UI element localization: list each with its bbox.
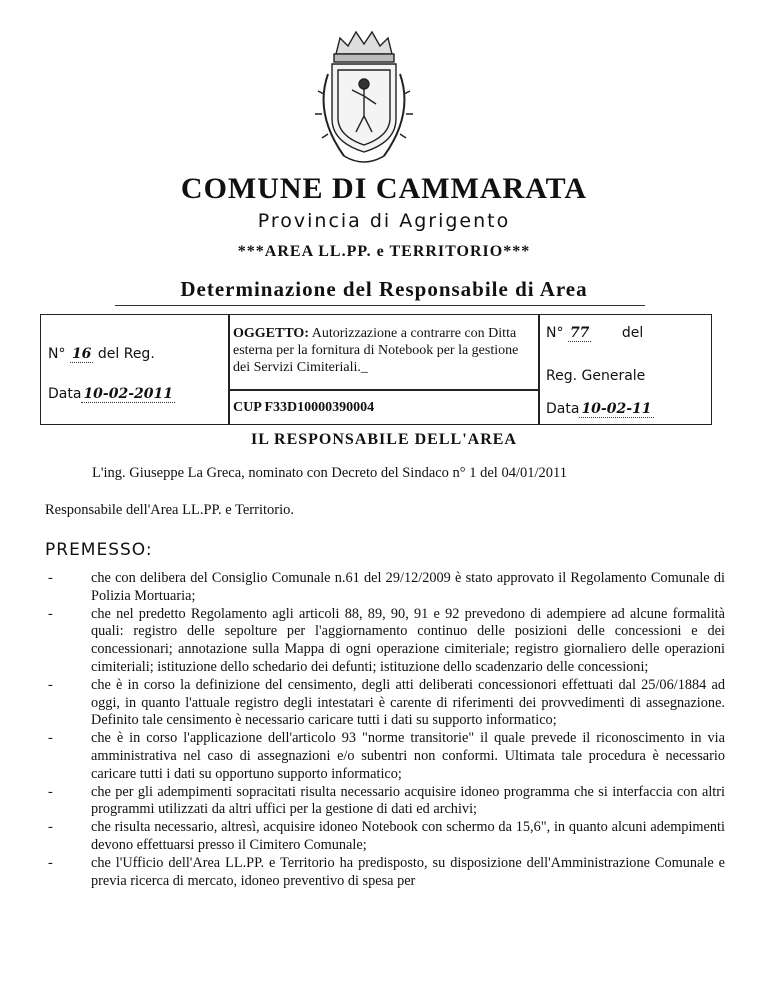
- local-registry-number: N° 16 del Reg.: [48, 346, 155, 362]
- province-name: Provincia di Agrigento: [257, 210, 511, 232]
- list-item: - che l'Ufficio dell'Area LL.PP. e Territorio ha predisposto, su disposizione dell'Amministrazione Comunale e previa ricerca di mercato, idoneo preventivo di spesa per: [45, 855, 725, 891]
- general-registry-number: N° 77 del: [546, 325, 644, 341]
- general-registry-label: Reg. Generale: [546, 368, 646, 384]
- document-type-heading: Determinazione del Responsabile di Area: [180, 277, 588, 301]
- general-registry-number-value: 77: [569, 325, 590, 341]
- intro-line-1: L'ing. Giuseppe La Greca, nominato con Decreto del Sindaco n° 1 del 04/01/2011: [92, 465, 567, 481]
- header-divider: [115, 305, 645, 306]
- list-item: - che per gli adempimenti sopracitati risulta necessario acquisire idoneo programma che si interfaccia con altri programmi utilizzati da altri uffici per la gestione di dati ed archivi;: [45, 784, 725, 820]
- municipality-name: COMUNE DI CAMMARATA: [180, 172, 588, 205]
- intro-line-2: Responsabile dell'Area LL.PP. e Territorio.: [45, 502, 294, 518]
- list-item: - che con delibera del Consiglio Comunale n.61 del 29/12/2009 è stato approvato il Regolamento Comunale di Polizia Mortuaria;: [45, 570, 725, 606]
- responsible-heading: IL RESPONSABILE DELL'AREA: [251, 431, 517, 448]
- subject-label: OGGETTO:: [233, 326, 309, 341]
- list-item: - che è in corso l'applicazione dell'articolo 93 "norme transitorie" il quale prevede il riconoscimento in via amministrativa nel caso di assegnazioni e/o subentri non conformi. Ultimata tale procedura è necessario caricare tutti i dati su opportuno supporto informatico;: [45, 730, 725, 783]
- premesso-heading: PREMESSO:: [45, 540, 153, 560]
- cup-code: CUP F33D10000390004: [233, 400, 375, 415]
- general-registry-date-value: 10-02-11: [581, 401, 652, 417]
- list-item: - che è in corso la definizione del censimento, degli atti deliberati concessionori effettuati dal 25/06/1884 ad oggi, in quanto l'attuale registro degli intestatari è carente di riferimenti dei provvedimenti di assegnazione. Definito tale censimento è necessario caricare tutti i dati su supporto informatico;: [45, 677, 725, 730]
- local-registry-date: Data 10-02-2011: [48, 386, 173, 402]
- premesso-list: [45, 570, 725, 890]
- list-item: - che risulta necessario, altresì, acquisire idoneo Notebook con schermo da 15,6", in quanto alcuni adempimenti devono effettuarsi presso il Cimitero Comunale;: [45, 819, 725, 855]
- list-item: - che nel predetto Regolamento agli articoli 88, 89, 90, 91 e 92 prevedono di adempiere ad alcune formalità quali: registro delle sepolture per l'aggiornamento continuo delle posizioni delle concessioni e dei concessionari; annotazione sulla Mappa di ogni operazione cimiteriale; registro giornaliero delle operazioni cimiteriali; istituzione dello schedario dei defunti; istituzione dello scadenzario delle concessioni;: [45, 606, 725, 677]
- registry-left-box: [40, 314, 230, 425]
- local-registry-number-value: 16: [71, 346, 92, 362]
- general-registry-date: Data 10-02-11: [546, 401, 652, 417]
- subject-description: Autorizzazione a contrarre con Ditta esterna per la fornitura di Notebook per la gestione dei Servizi Cimiteriali._: [233, 326, 519, 375]
- coat-of-arms-emblem: [304, 24, 424, 174]
- subject-text: [233, 325, 533, 376]
- local-registry-date-value: 10-02-2011: [83, 386, 173, 402]
- department-area: ***AREA LL.PP. e TERRITORIO***: [237, 243, 531, 260]
